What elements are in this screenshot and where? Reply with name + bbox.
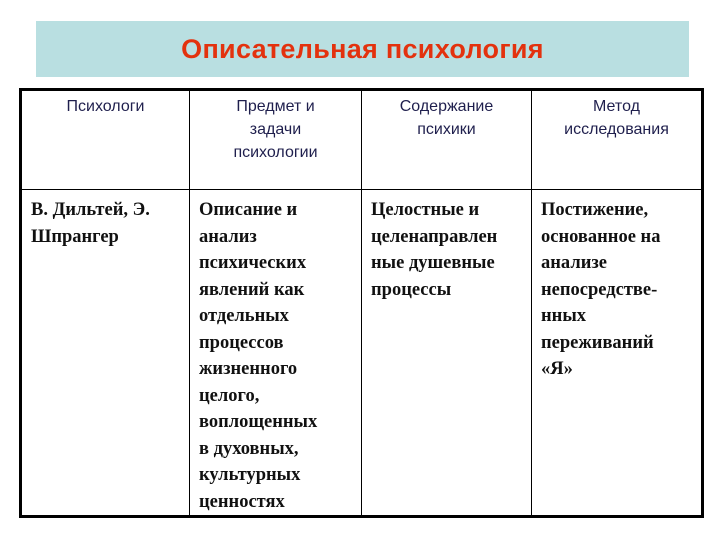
cell-line: непосредстве- xyxy=(541,279,658,300)
comparison-table xyxy=(19,88,704,518)
table-row xyxy=(21,190,703,517)
cell-psyche-content xyxy=(362,190,532,517)
cell-line: психических xyxy=(199,253,307,273)
header-line: Предмет и xyxy=(236,98,315,115)
header-line: исследования xyxy=(564,121,669,138)
cell-line: Шпрангер xyxy=(31,226,119,247)
cell-line: отдельных xyxy=(199,306,289,326)
cell-line: процессов xyxy=(199,332,284,353)
cell-line: целенаправлен xyxy=(371,226,498,247)
header-row xyxy=(21,90,703,190)
cell-line: культурных xyxy=(199,465,301,485)
cell-line: нных xyxy=(541,306,587,326)
cell-line: «Я» xyxy=(541,359,573,379)
header-line: Психологи xyxy=(66,98,145,115)
cell-line: Постижение, xyxy=(541,200,649,220)
cell-line: ценностях xyxy=(199,491,285,512)
page-title: Описательная психология xyxy=(181,33,544,64)
header-line: психики xyxy=(417,121,476,138)
header-research-method xyxy=(532,90,703,190)
cell-line: воплощенных xyxy=(199,412,318,432)
header-line: Метод xyxy=(593,98,640,115)
cell-line: целого, xyxy=(199,385,260,406)
cell-line: переживаний xyxy=(541,332,654,353)
cell-line: процессы xyxy=(371,279,452,300)
cell-line: явлений как xyxy=(199,279,305,300)
title-banner xyxy=(36,21,689,77)
cell-line: ные душевные xyxy=(371,253,495,273)
cell-line: жизненного xyxy=(199,359,298,379)
header-line: Содержание xyxy=(399,98,494,115)
cell-line: В. Дильтей, Э. xyxy=(31,200,150,220)
cell-line: в духовных, xyxy=(199,438,299,459)
cell-line: Целостные и xyxy=(371,200,480,220)
cell-research-method xyxy=(532,190,703,517)
header-line: психологии xyxy=(233,144,318,161)
cell-line: Описание и xyxy=(199,200,298,220)
cell-line: анализе xyxy=(541,253,608,273)
header-psychologists xyxy=(21,90,190,190)
header-psyche-content xyxy=(362,90,532,190)
header-line: задачи xyxy=(249,121,302,138)
cell-psychologists xyxy=(21,190,190,517)
cell-line: анализ xyxy=(199,226,257,247)
cell-subject-tasks xyxy=(190,190,362,517)
cell-line: основанное на xyxy=(541,226,661,247)
header-subject-tasks xyxy=(190,90,362,190)
